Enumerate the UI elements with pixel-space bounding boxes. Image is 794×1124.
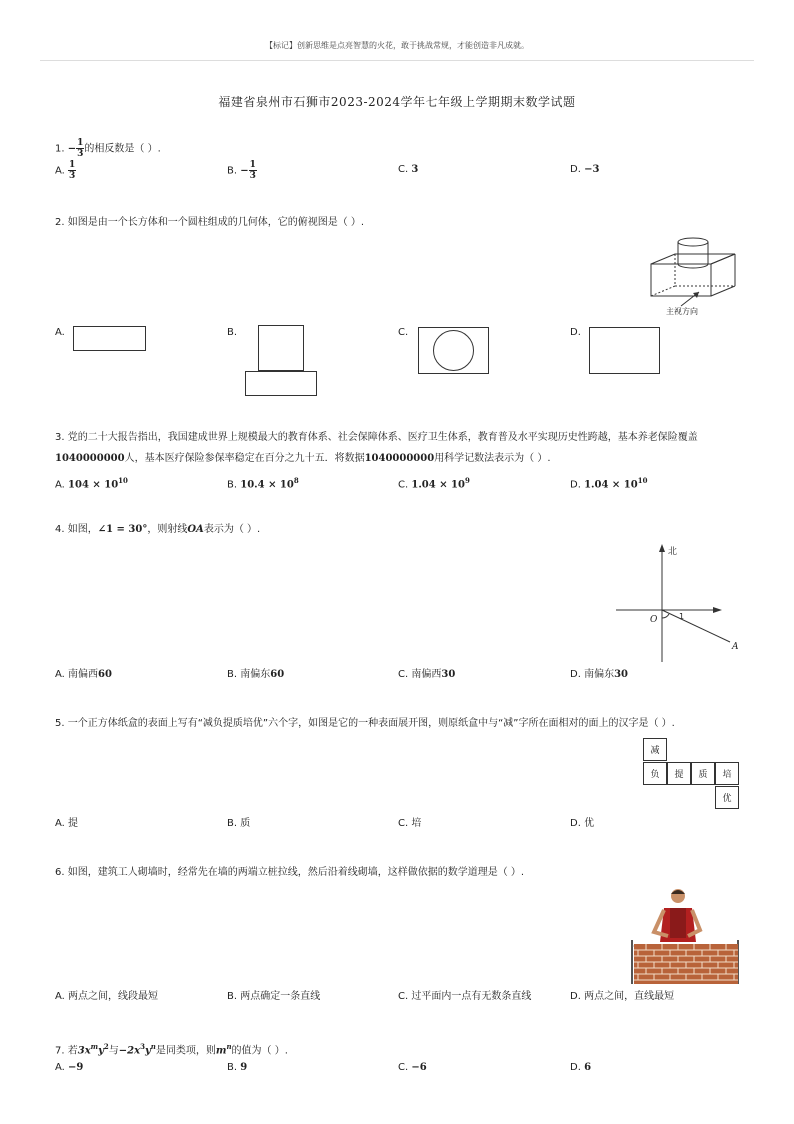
q7-option-b[interactable]: B. 9 [227,1062,248,1073]
question-5: 5. 一个正方体纸盒的表面上写有“减负提质培优”六个字，如图是它的一种表面展开图，则原纸盒中与“减”字所在面相对的面上的汉字是（ ）. [55,718,675,729]
q1-option-d[interactable]: D. −3 [570,164,600,175]
q3-option-a[interactable]: A. $104 \times 10^{10}$ [55,476,128,491]
q3-option-c[interactable]: C. $1.04 \times 10^9$ [398,476,470,491]
header-divider [40,60,754,61]
point-a-label: A [732,642,739,652]
question-7: 7. 若$3x^my^2$与$-2x^3y^n$是同类项，则$m^n$的值为（ ）. [55,1042,288,1057]
q1-option-c[interactable]: C. 3 [398,164,419,175]
q1-option-a[interactable]: A. $\frac{1}{3}$ [55,160,76,181]
direction-figure [612,540,742,666]
net-cell-pei: 培 [715,762,739,785]
q2-c-circle [433,330,474,371]
question-3-line-1: 3. 党的二十大报告指出，我国建成世界上规模最大的教育体系、社会保障体系、医疗卫生体系，教育普及水平实现历史性跨越，基本养老保险覆盖 [55,432,698,443]
cuboid-cylinder-figure [645,234,745,308]
question-number: 1. [55,143,65,155]
net-cell-jian: 减 [643,738,667,761]
q2-b-square [258,325,304,371]
q5-option-d[interactable]: D. 优 [570,818,595,829]
q4-option-b[interactable]: B. 南偏东60 [227,669,285,680]
question-6: 6. 如图，建筑工人砌墙时，经常先在墙的两端立桩拉线，然后沿着线砌墙，这样做依据的数学道理是（ ）. [55,867,525,878]
net-cell-you: 优 [715,786,739,809]
net-cell-fu: 负 [643,762,667,785]
q5-option-a[interactable]: A. 提 [55,818,79,829]
q3-option-d[interactable]: D. $1.04 \times 10^{10}$ [570,476,648,491]
bricklayer-illustration [628,884,744,986]
question-4: 4. 如图，∠1 = 30°，则射线OA表示为（ ）. [55,524,261,535]
q7-option-d[interactable]: D. 6 [570,1062,592,1073]
q2-a-rectangle [73,326,146,351]
q7-option-c[interactable]: C. −6 [398,1062,427,1073]
q4-option-c[interactable]: C. 南偏西30 [398,669,456,680]
q2-d-rectangle [589,327,660,374]
q2-option-a[interactable]: A. [55,327,65,338]
q1-option-b[interactable]: B. − $\frac{1}{3}$ [227,160,256,181]
q6-option-d[interactable]: D. 两点之间，直线最短 [570,991,675,1002]
q6-option-b[interactable]: B. 两点确定一条直线 [227,991,321,1002]
question-1 [55,138,161,159]
question-2: 2. 如图是由一个长方体和一个圆柱组成的几何体，它的俯视图是（ ）. [55,217,365,228]
q2-option-d[interactable]: D. [570,327,581,338]
q4-option-a[interactable]: A. 南偏西60 [55,669,112,680]
origin-label: O [650,615,658,625]
q6-option-c[interactable]: C. 过平面内一点有无数条直线 [398,991,532,1002]
q5-option-b[interactable]: B. 质 [227,818,251,829]
minus-sign: − [67,143,77,155]
question-text: 的相反数是（ ）. [84,143,161,155]
q2-option-b[interactable]: B. [227,327,238,338]
q2-b-rectangle [245,371,317,396]
q5-option-c[interactable]: C. 培 [398,818,422,829]
fraction: $\frac{1}{3}$ [77,138,84,159]
q2-option-c[interactable]: C. [398,327,409,338]
q7-option-a[interactable]: A. −9 [55,1062,84,1073]
q6-option-a[interactable]: A. 两点之间，线段最短 [55,991,159,1002]
net-cell-ti: 提 [667,762,691,785]
question-3-line-2: 1040000000人，基本医疗保险参保率稳定在百分之九十五．将数据1040000000用科学记数法表示为（ ）. [55,453,551,464]
view-direction-label: 主视方向 [666,307,698,316]
page-title: 福建省泉州市石狮市2023-2024学年七年级上学期期末数学试题 [218,95,576,109]
north-label: 北 [668,547,678,557]
q3-option-b[interactable]: B. $10.4 \times 10^8$ [227,476,299,491]
angle-label: 1 [679,612,685,621]
header-note: 【标记】创新思维是点亮智慧的火花，敢于挑战常规，才能创造非凡成就。 [265,41,529,50]
net-cell-zhi: 质 [691,762,715,785]
q4-option-d[interactable]: D. 南偏东30 [570,669,628,680]
